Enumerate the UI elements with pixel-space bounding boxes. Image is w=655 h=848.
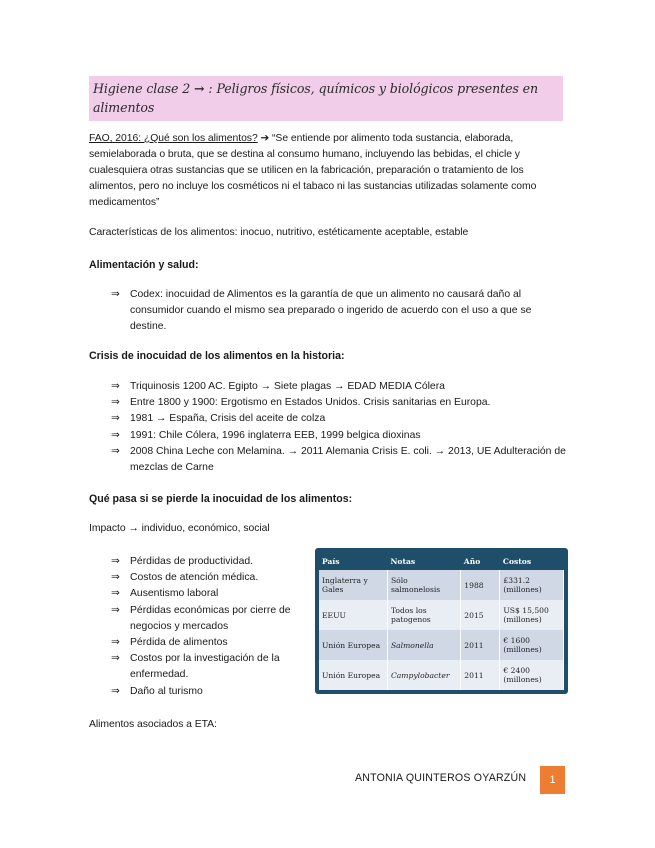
list-item: ⇒ Ausentismo laboral — [111, 586, 311, 602]
crisis-list — [111, 379, 566, 476]
associated-foods-line: Alimentos asociados a ETA: — [89, 719, 217, 730]
double-arrow-bullet-icon: ⇒ — [111, 572, 120, 584]
list-item: ⇒ Pérdidas de productividad. — [111, 554, 311, 570]
list-item: ⇒ Pérdidas económicas por cierre de negocios y mercados — [111, 604, 291, 632]
page-number: 1 — [540, 766, 565, 794]
column-header-pais: País — [319, 552, 387, 570]
table-cell: € 2400 (millones) — [500, 660, 564, 690]
costs-table — [319, 552, 564, 690]
list-item: ⇒ Codex: inocuidad de Alimentos es la garantía de que un alimento no causará daño al consumidor cuando el mismo sea preparado o ingerido de acuerdo con el uso a que se destine. — [111, 289, 532, 333]
double-arrow-bullet-icon: ⇒ — [111, 637, 120, 649]
table-cell: Inglaterra y Gales — [319, 570, 387, 600]
table-cell: EEUU — [319, 600, 387, 630]
table-cell: Salmonella — [387, 630, 460, 660]
section-heading-inocuidad: Qué pasa si se pierde la inocuidad de los alimentos: — [89, 493, 353, 505]
table-row — [319, 660, 564, 690]
table-cell: € 1600 (millones) — [500, 630, 564, 660]
double-arrow-bullet-icon: ⇒ — [111, 381, 120, 392]
list-item: ⇒ Daño al turismo — [111, 684, 311, 700]
double-arrow-bullet-icon: ⇒ — [111, 588, 120, 600]
consequences-list — [111, 554, 311, 700]
intro-source: FAO, 2016: ¿Qué son los alimentos? — [89, 133, 258, 144]
table-cell: 2015 — [461, 600, 500, 630]
title-prefix: Higiene clase 2 — [93, 81, 195, 96]
table-cell: Todos los patogenos — [387, 600, 460, 630]
title-rest: : Peligros físicos, químicos y biológicos presentes en alimentos — [93, 81, 539, 115]
column-header-ano: Año — [461, 552, 500, 570]
title-arrow: → — [194, 81, 205, 96]
table-cell: 2011 — [461, 660, 500, 690]
section-heading-alimentacion: Alimentación y salud: — [89, 259, 199, 271]
column-header-costos: Costos — [500, 552, 564, 570]
column-header-notas: Notas — [387, 552, 460, 570]
table-cell: Unión Europea — [319, 630, 387, 660]
intro-arrow: ➔ — [260, 133, 270, 144]
table-cell: 2011 — [461, 630, 500, 660]
double-arrow-bullet-icon: ⇒ — [111, 397, 120, 409]
double-arrow-bullet-icon: ⇒ — [111, 445, 120, 457]
list-item: ⇒ Costos de atención médica. — [111, 570, 311, 586]
list-item: ⇒ 1981 → España, Crisis del aceite de colza — [111, 411, 566, 427]
table-cell: 1988 — [461, 570, 500, 600]
double-arrow-bullet-icon: ⇒ — [111, 653, 120, 665]
list-item: ⇒ Pérdida de alimentos — [111, 635, 311, 651]
double-arrow-bullet-icon: ⇒ — [111, 413, 120, 425]
table-cell: Unión Europea — [319, 660, 387, 690]
double-arrow-bullet-icon: ⇒ — [111, 429, 120, 441]
list-item: ⇒ Costos por la investigación de la enfermedad. — [111, 653, 280, 681]
double-arrow-bullet-icon: ⇒ — [111, 685, 120, 697]
list-item: ⇒ Entre 1800 y 1900: Ergotismo en Estados Unidos. Crisis sanitarias en Europa. — [111, 395, 566, 411]
alimentacion-list — [111, 287, 566, 336]
table-cell: US$ 15,500 (millones) — [500, 600, 564, 630]
characteristics-line: Características de los alimentos: inocuo, nutritivo, estéticamente aceptable, estable — [89, 227, 469, 238]
list-item: ⇒ 1991: Chile Cólera, 1996 inglaterra EEB, 1999 belgica dioxinas — [111, 428, 566, 444]
double-arrow-bullet-icon: ⇒ — [111, 604, 120, 616]
table-cell: Campylobacter — [387, 660, 460, 690]
costs-table-image — [315, 548, 568, 694]
double-arrow-bullet-icon: ⇒ — [111, 556, 120, 567]
intro-paragraph — [89, 131, 564, 211]
impact-line: Impacto → individuo, económico, social — [89, 523, 270, 534]
intro-quote: “Se entiende por alimento toda sustancia, elaborada, semielaborada o bruta, que se destina al consumo humano, incluyendo las bebidas, el chicle y cualesquiera otras sustancias que se utilicen en la fabricación, preparación o tratamiento de los alimentos, pero no incluye los cosméticos ni el tabaco ni las sustancias utilizadas solamente como medicamentos” — [89, 133, 537, 208]
table-row — [319, 630, 564, 660]
table-cell: £331.2 (millones) — [500, 570, 564, 600]
section-heading-crisis: Crisis de inocuidad de los alimentos en la historia: — [89, 350, 345, 362]
table-row — [319, 570, 564, 600]
page-title — [89, 76, 563, 121]
double-arrow-bullet-icon: ⇒ — [111, 289, 120, 300]
table-header-row — [319, 552, 564, 570]
table-cell: Sólo salmonelosis — [387, 570, 460, 600]
list-item: ⇒ 2008 China Leche con Melamina. → 2011 Alemania Crisis E. coli. → 2013, UE Adulteración de mezclas de Carne — [111, 445, 566, 474]
footer-author: ANTONIA QUINTEROS OYARZÚN — [355, 772, 527, 784]
list-item: ⇒ Triquinosis 1200 AC. Egipto → Siete plagas → EDAD MEDIA Cólera — [111, 379, 566, 395]
table-row — [319, 600, 564, 630]
